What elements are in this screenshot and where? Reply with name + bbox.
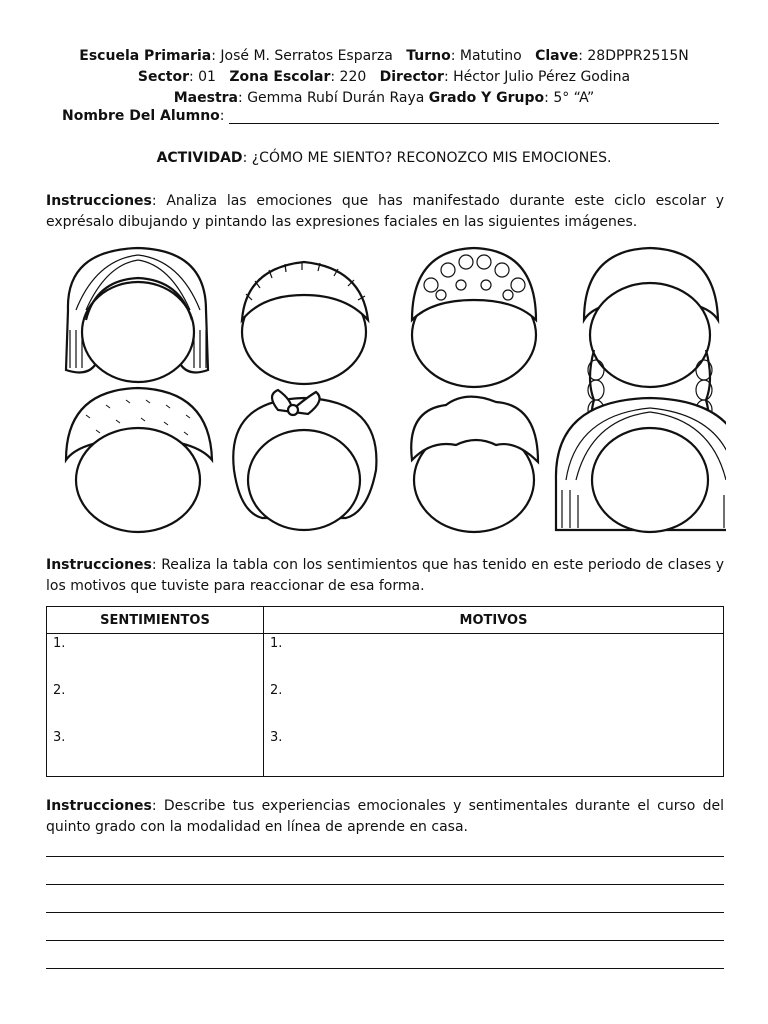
instructions-1-text: Analiza las emociones que has manifestado durante este ciclo escolar y exprésalo dibujando y pintando las expresiones faciales en las siguientes imágenes. — [46, 193, 724, 230]
reason-row-1: 1. — [270, 636, 283, 651]
instructions-label-3: Instrucciones — [46, 798, 152, 814]
student-label: Nombre Del Alumno — [62, 108, 220, 124]
zone-label: Zona Escolar — [229, 69, 331, 85]
grade-label: Grado Y Grupo — [428, 90, 545, 106]
instructions-3: Instrucciones: Describe tus experiencias emocionales y sentimentales durante el curso del quinto grado con la modalidad en línea de aprende en casa. — [46, 798, 724, 835]
feeling-row-2: 2. — [53, 683, 66, 698]
activity-label: ACTIVIDAD — [156, 150, 243, 166]
face-boy-spiky-hair[interactable] — [242, 262, 368, 384]
director-value: Héctor Julio Pérez Godina — [453, 69, 631, 85]
feeling-row-1: 1. — [53, 636, 66, 651]
col-reasons-header: MOTIVOS — [264, 607, 724, 634]
face-girl-long-hair-2[interactable] — [556, 398, 726, 532]
teacher-value: Gemma Rubí Durán Raya — [247, 90, 425, 106]
writing-line[interactable] — [46, 912, 724, 913]
face-curly-hair[interactable] — [412, 248, 536, 387]
header-line-1: Escuela Primaria: José M. Serratos Esparza Turno: Matutino Clave: 28DPPR2515N — [79, 48, 689, 64]
student-name-field[interactable] — [229, 109, 719, 124]
face-boy-messy-hair[interactable] — [411, 397, 538, 532]
writing-line[interactable] — [46, 968, 724, 969]
feeling-row-3: 3. — [53, 730, 66, 745]
instructions-1: Instrucciones: Analiza las emociones que has manifestado durante este ciclo escolar y exprésalo dibujando y pintando las expresiones faciales en las siguientes imágenes. — [46, 193, 724, 230]
writing-line[interactable] — [46, 856, 724, 857]
feelings-table — [46, 606, 724, 777]
reason-row-3: 3. — [270, 730, 283, 745]
instructions-label: Instrucciones — [46, 193, 152, 209]
instructions-2: Instrucciones: Realiza la tabla con los sentimientos que has tenido en este periodo de clases y los motivos que tuviste para reaccionar de esa forma. — [46, 557, 724, 594]
shift-label: Turno — [406, 48, 451, 64]
sector-label: Sector — [137, 69, 189, 85]
key-value: 28DPPR2515N — [587, 48, 689, 64]
shift-value: Matutino — [459, 48, 522, 64]
face-afro-hair[interactable] — [66, 388, 212, 532]
instructions-3-text: Describe tus experiencias emocionales y sentimentales durante el curso del quinto grado con la modalidad en línea de aprende en casa. — [46, 798, 724, 835]
blank-faces-illustration[interactable] — [46, 240, 726, 540]
face-girl-bow[interactable] — [233, 390, 376, 530]
activity-title: ACTIVIDAD: ¿CÓMO ME SIENTO? RECONOZCO MIS EMOCIONES. — [156, 150, 612, 166]
school-value: José M. Serratos Esparza — [220, 48, 393, 64]
face-girl-long-hair-1[interactable] — [66, 248, 208, 382]
instructions-2-text: Realiza la tabla con los sentimientos que has tenido en este periodo de clases y los motivos que tuviste para reaccionar de esa forma. — [46, 557, 724, 594]
instructions-label-2: Instrucciones — [46, 557, 152, 573]
sector-value: 01 — [198, 69, 216, 85]
key-label: Clave — [535, 48, 579, 64]
writing-line[interactable] — [46, 940, 724, 941]
activity-text: ¿CÓMO ME SIENTO? RECONOZCO MIS EMOCIONES. — [251, 150, 612, 166]
header-line-3: Maestra: Gemma Rubí Durán Raya Grado Y Grupo: 5° “A” — [173, 90, 595, 106]
header-line-2: Sector: 01 Zona Escolar: 220 Director: Héctor Julio Pérez Godina — [137, 69, 631, 85]
reasons-cell[interactable] — [264, 634, 724, 777]
writing-line[interactable] — [46, 884, 724, 885]
reason-row-2: 2. — [270, 683, 283, 698]
col-feelings-header: SENTIMIENTOS — [47, 607, 264, 634]
feelings-cell[interactable] — [47, 634, 264, 777]
teacher-label: Maestra — [173, 90, 239, 106]
director-label: Director — [379, 69, 444, 85]
grade-value: 5° “A” — [553, 90, 595, 106]
school-label: Escuela Primaria — [79, 48, 212, 64]
zone-value: 220 — [339, 69, 367, 85]
student-name-row: Nombre Del Alumno: — [62, 108, 719, 124]
